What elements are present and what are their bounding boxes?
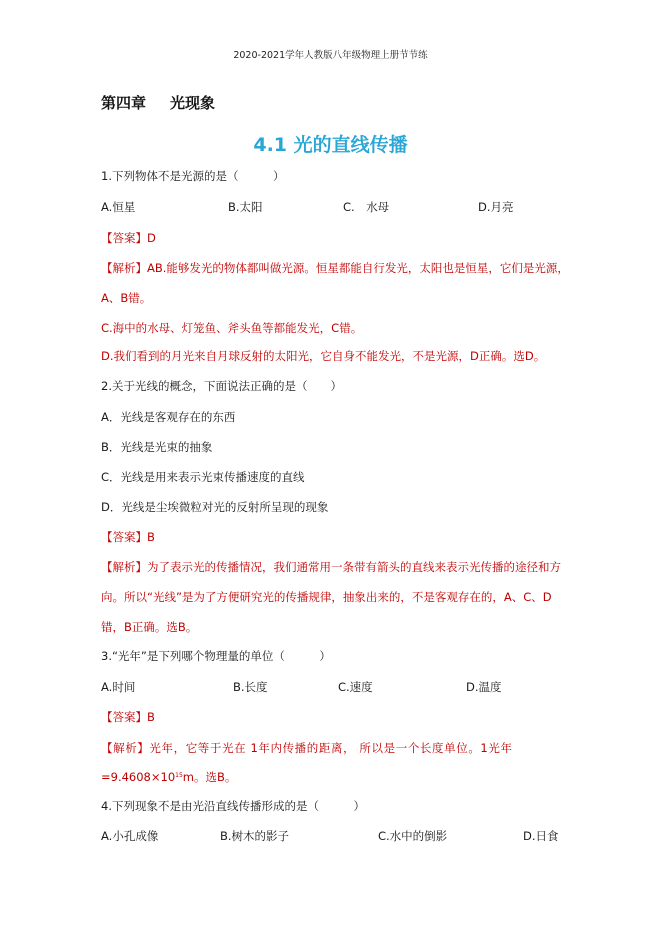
- explanation-text: =9.4608×10: [101, 770, 176, 784]
- page-header: 2020-2021学年人教版八年级物理上册节节练: [233, 50, 428, 61]
- option-a: A.小孔成像: [101, 829, 159, 843]
- explanation-line: 向。所以“光线”是为了方便研究光的传播规律，抽象出来的，不是客观存在的，A、C、D: [101, 590, 552, 604]
- option-c: C.水中的倒影: [378, 829, 448, 843]
- question-stem: 4.下列现象不是由光沿直线传播形成的是（ ）: [101, 799, 365, 813]
- explanation-line: C.海中的水母、灯笼鱼、斧头鱼等都能发光，C错。: [101, 321, 363, 335]
- question-stem: 3.“光年”是下列哪个物理量的单位（ ）: [101, 649, 331, 663]
- option-c: C.速度: [338, 680, 373, 694]
- option-d: D.日食: [523, 829, 559, 843]
- option-b: B.长度: [233, 680, 268, 694]
- explanation-line: 错，B正确。选B。: [101, 620, 198, 634]
- section-title: 4.1 光的直线传播: [253, 134, 408, 156]
- exponent: 15: [175, 772, 183, 779]
- answer-label: 【答案】D: [101, 231, 156, 245]
- option-c: C. 水母: [343, 200, 390, 214]
- option-a: A.恒星: [101, 200, 136, 214]
- option-a: A.时间: [101, 680, 136, 694]
- option-d: D.月亮: [478, 200, 514, 214]
- answer-label: 【答案】B: [101, 530, 155, 544]
- question-stem: 2.关于光线的概念，下面说法正确的是（ ）: [101, 379, 342, 393]
- chapter-heading: [101, 92, 215, 113]
- explanation-line: 【解析】为了表示光的传播情况，我们通常用一条带有箭头的直线来表示光传播的途径和方: [101, 560, 561, 574]
- explanation-line: D.我们看到的月光来自月球反射的太阳光，它自身不能发光，不是光源，D正确。选D。: [101, 349, 546, 363]
- option-b: B.太阳: [228, 200, 263, 214]
- chapter-number: 第四章: [101, 94, 147, 112]
- explanation-line: A、B错。: [101, 291, 152, 305]
- option-b: B.树木的影子: [220, 829, 290, 843]
- explanation-text: m。选B。: [182, 770, 237, 784]
- explanation-line: 【解析】AB.能够发光的物体都叫做光源。恒星都能自行发光，太阳也是恒星，它们是光源，: [101, 261, 569, 275]
- option-b: B．光线是光束的抽象: [101, 440, 213, 454]
- explanation-line: 【解析】光年，它等于光在 1年内传播的距离， 所以是一个长度单位。1光年: [101, 741, 513, 755]
- explanation-line: [101, 769, 236, 785]
- option-d: D.温度: [466, 680, 502, 694]
- answer-label: 【答案】B: [101, 710, 155, 724]
- option-d: D．光线是尘埃微粒对光的反射所呈现的现象: [101, 500, 329, 514]
- chapter-name: 光现象: [170, 94, 216, 112]
- question-stem: 1.下列物体不是光源的是（ ）: [101, 169, 285, 183]
- option-c: C．光线是用来表示光束传播速度的直线: [101, 470, 305, 484]
- option-a: A．光线是客观存在的东西: [101, 410, 236, 424]
